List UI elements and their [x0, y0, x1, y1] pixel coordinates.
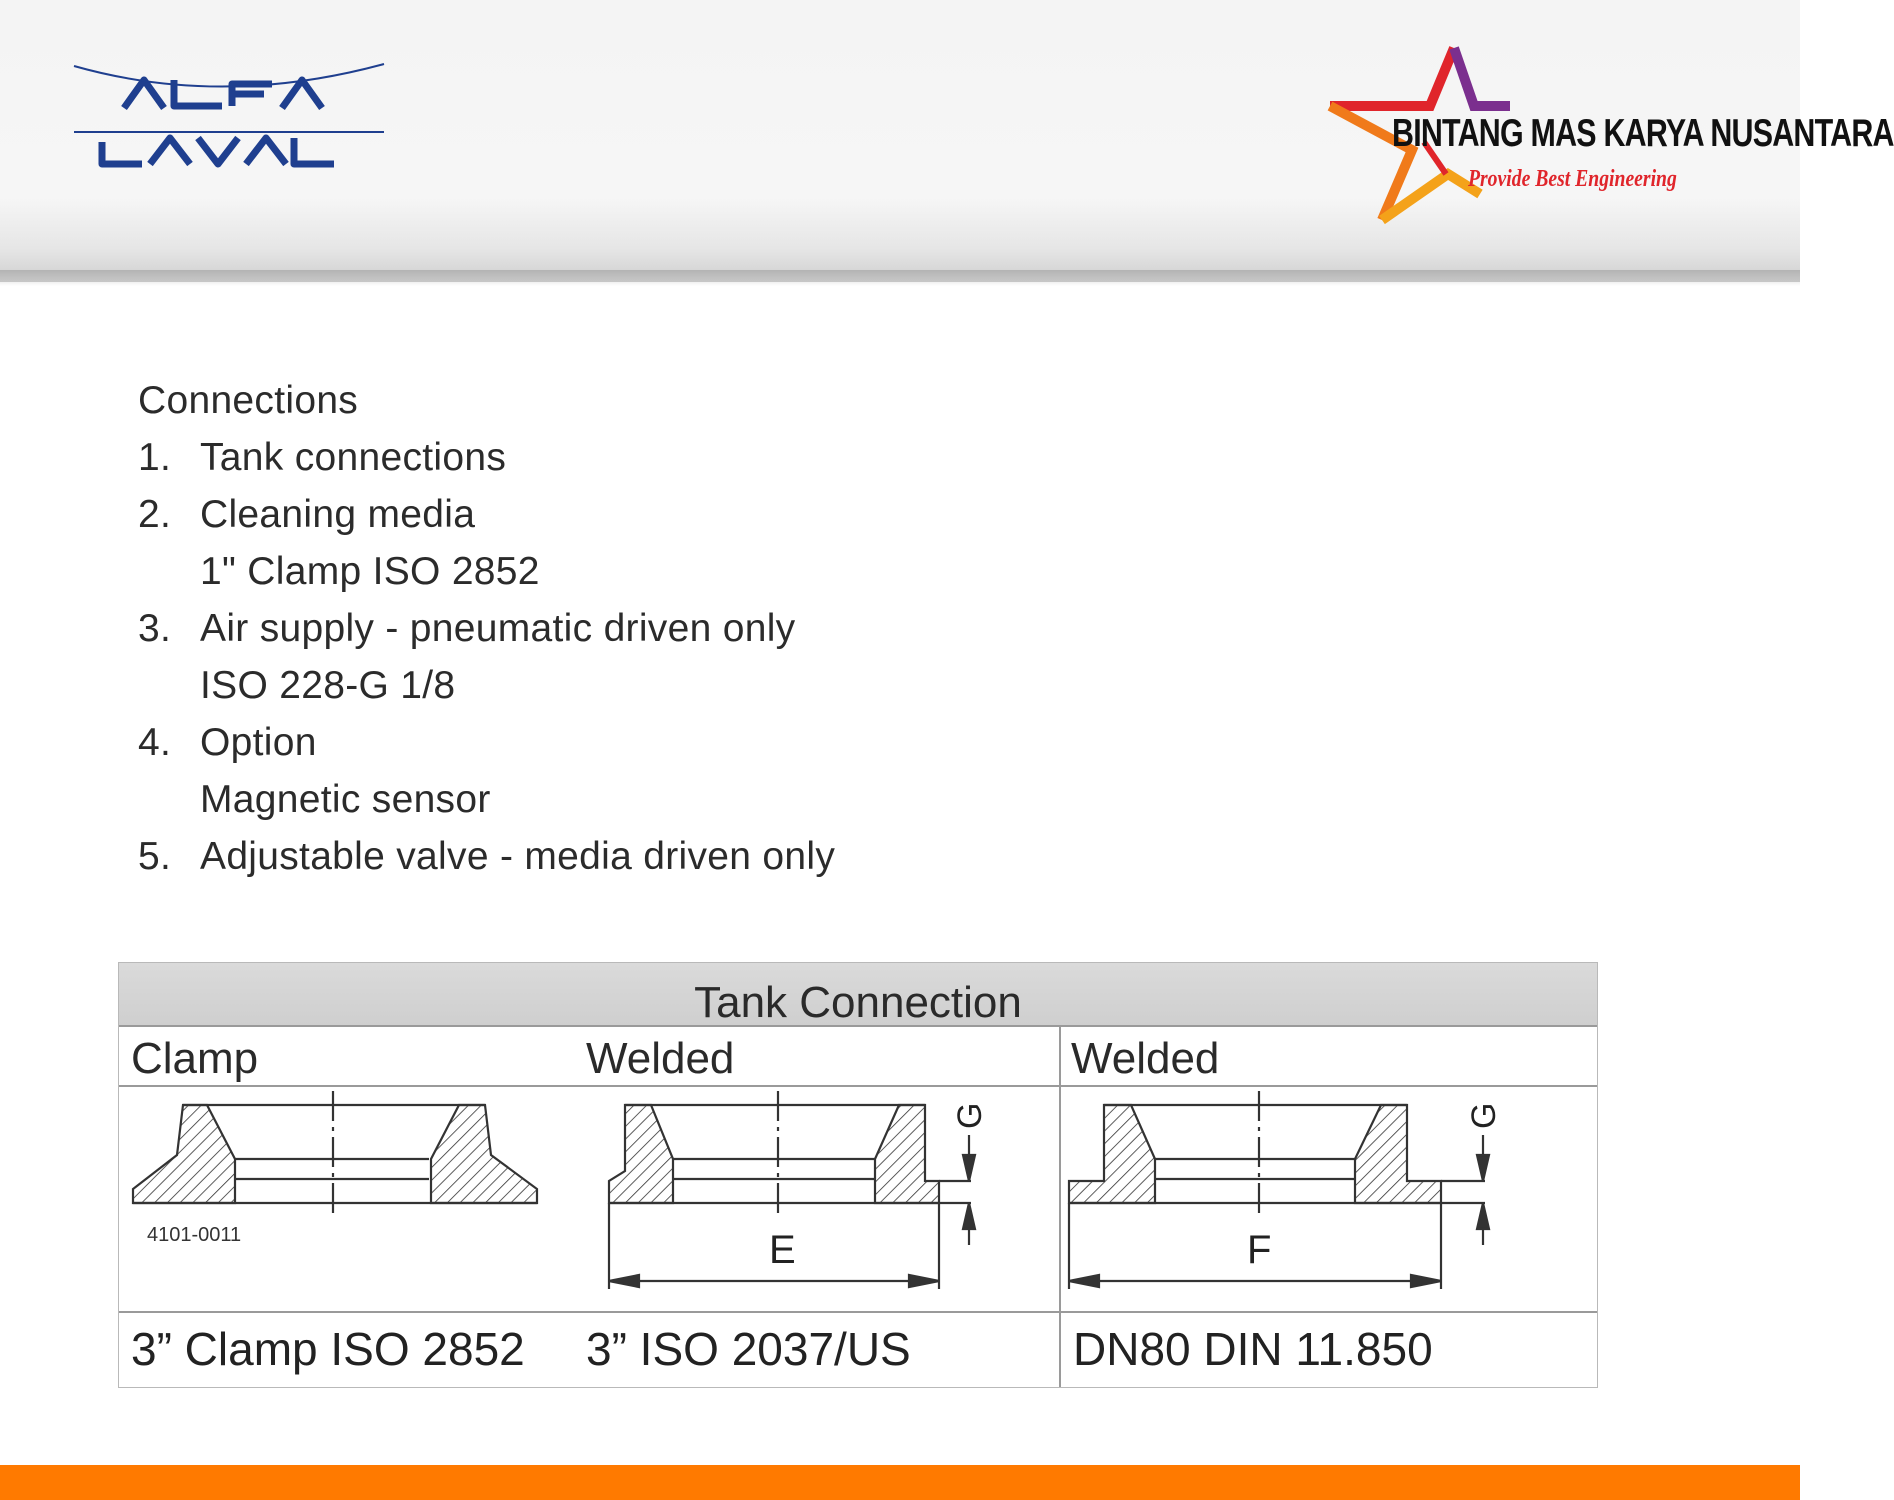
standard-clamp: 3” Clamp ISO 2852	[131, 1323, 525, 1375]
list-item: 4. Option	[138, 721, 317, 764]
column-type-clamp: Clamp	[131, 1034, 259, 1083]
drawing-code: 4101-0011	[147, 1224, 242, 1246]
list-item-sub: ISO 228-G 1/8	[200, 664, 456, 707]
bintang-mas-tagline: Provide Best Engineering	[1468, 166, 1677, 192]
dimension-label-f: F	[1247, 1228, 1272, 1272]
connection-drawings	[119, 1085, 1597, 1311]
header-shadow	[0, 270, 1800, 286]
list-item: 3. Air supply - pneumatic driven only	[138, 607, 796, 650]
accent-bottom-bar	[0, 1465, 1800, 1500]
column-type-welded-iso: Welded	[586, 1034, 735, 1083]
standard-welded-din: DN80 DIN 11.850	[1073, 1323, 1433, 1375]
tank-connection-table	[118, 962, 1598, 1388]
list-item: 2. Cleaning media	[138, 493, 476, 536]
dimension-label-g: G	[1465, 1102, 1503, 1129]
clamp-ferrule-drawing	[133, 1091, 537, 1215]
alfa-laval-logo-text: ALFA LAVAL	[232, 168, 238, 169]
alfa-laval-logo	[72, 58, 392, 170]
dimension-label-e: E	[769, 1228, 796, 1272]
bintang-mas-name: BINTANG MAS KARYA NUSANTARA	[1392, 112, 1894, 155]
list-item-sub: Magnetic sensor	[200, 778, 491, 821]
list-item-sub: 1" Clamp ISO 2852	[200, 550, 540, 593]
dimension-label-g: G	[951, 1102, 989, 1129]
standard-welded-iso: 3” ISO 2037/US	[586, 1323, 911, 1375]
list-item: 1. Tank connections	[138, 436, 507, 479]
connections-title: Connections	[138, 379, 359, 422]
welded-din-drawing	[1069, 1091, 1489, 1289]
column-type-welded-din: Welded	[1071, 1034, 1220, 1083]
list-item: 5. Adjustable valve - media driven only	[138, 835, 836, 878]
table-title: Tank Connection	[119, 963, 1597, 1027]
connections-list	[138, 372, 835, 885]
